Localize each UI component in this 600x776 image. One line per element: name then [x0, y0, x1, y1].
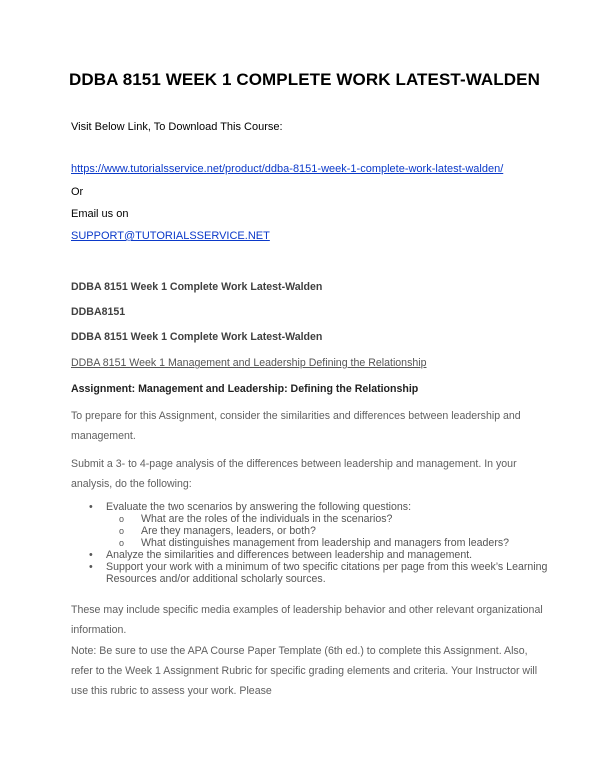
heading-course-2: DDBA 8151 Week 1 Complete Work Latest-Walden	[71, 331, 323, 343]
course-code: DDBA8151	[71, 306, 126, 318]
circle-bullet-icon: o	[119, 538, 125, 548]
paragraph-submit: Submit a 3- to 4-page analysis of the differences between leadership and management. In your analysis, do the following:	[71, 458, 517, 490]
visit-text: Visit Below Link, To Download This Course:	[71, 121, 283, 133]
bullet-icon: •	[89, 549, 93, 561]
or-text: Or	[71, 186, 84, 198]
week-1-link[interactable]: DDBA 8151 Week 1 Management and Leadership Defining the Relationship	[71, 357, 427, 369]
circle-bullet-icon: o	[119, 514, 125, 524]
email-link[interactable]: SUPPORT@TUTORIALSSERVICE.NET	[71, 230, 270, 242]
sub-list-item: o Are they managers, leaders, or both?	[119, 525, 316, 537]
paragraph-media: These may include specific media examples of leadership behavior and other relevant organizational information.	[71, 604, 543, 636]
paragraph-note: Note: Be sure to use the APA Course Paper Template (6th ed.) to complete this Assignment. Also, refer to the Week 1 Assignment Rubric for specific grading elements and criteria. Your Instructor will use this rubric to assess your work. Please	[71, 645, 538, 697]
document-title: DDBA 8151 WEEK 1 COMPLETE WORK LATEST-WALDEN	[69, 70, 540, 89]
list-item: • Support your work with a minimum of two specific citations per page from this week’s Learning Resources and/or additional scholarly sources.	[89, 561, 548, 585]
bullet-icon: •	[89, 561, 93, 573]
circle-bullet-icon: o	[119, 526, 125, 536]
sub-list-item: o What are the roles of the individuals in the scenarios?	[119, 513, 393, 525]
assignment-title: Assignment: Management and Leadership: Defining the Relationship	[71, 383, 419, 395]
bullet-icon: •	[89, 501, 93, 513]
sub-list-item: o What distinguishes management from leadership and managers from leaders?	[119, 537, 510, 549]
list-item: • Analyze the similarities and differences between leadership and management.	[89, 549, 473, 561]
instructions-list	[89, 501, 559, 585]
email-label: Email us on	[71, 208, 129, 220]
paragraph-prepare: To prepare for this Assignment, consider the similarities and differences between leadership and management.	[71, 410, 521, 442]
heading-course-1: DDBA 8151 Week 1 Complete Work Latest-Walden	[71, 281, 323, 293]
list-item: • Evaluate the two scenarios by answering the following questions:	[89, 501, 412, 513]
course-link[interactable]: https://www.tutorialsservice.net/product/ddba-8151-week-1-complete-work-latest-walden/	[71, 163, 504, 175]
